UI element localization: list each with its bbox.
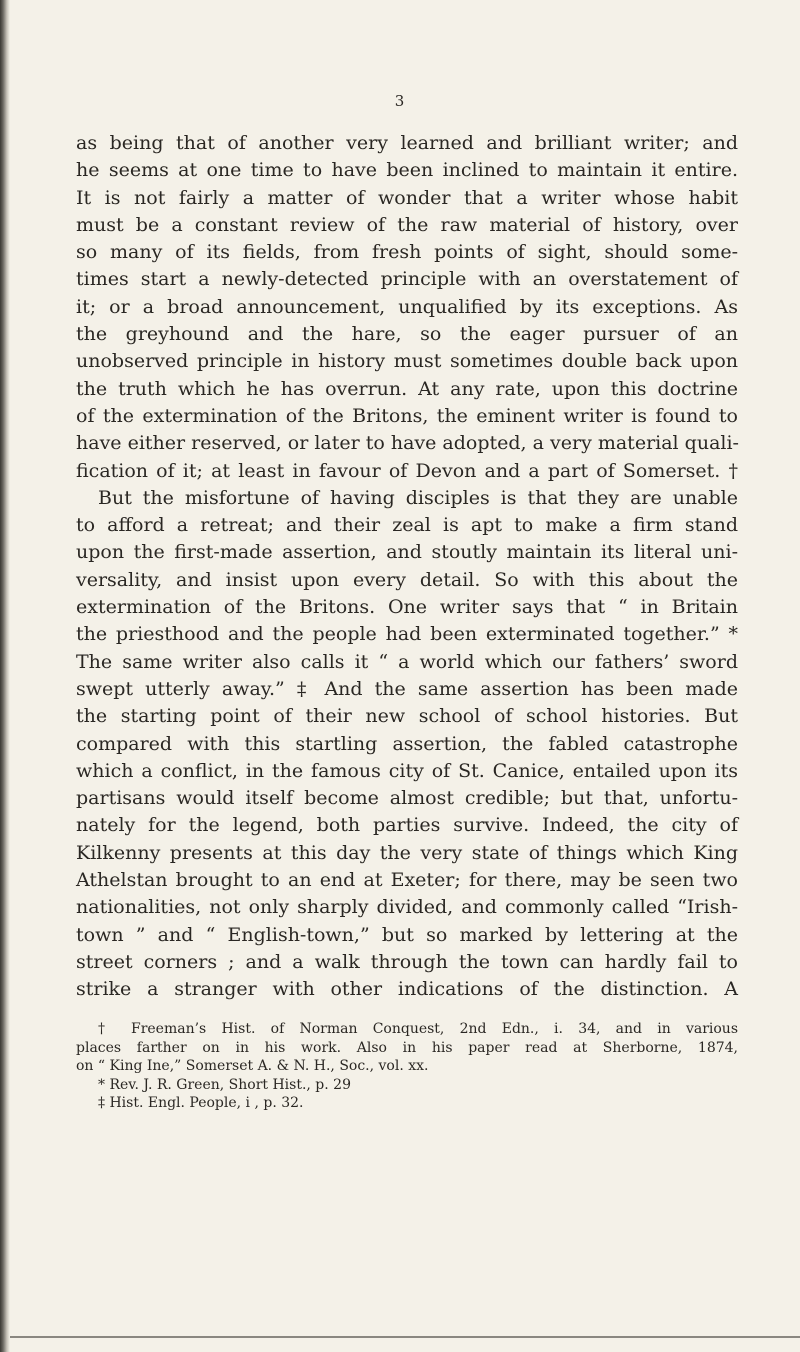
body-line: he seems at one time to have been inclined to maintain it entire. bbox=[76, 159, 738, 182]
body-line: times start a newly-detected principle with an overstatement of bbox=[76, 268, 738, 291]
body-line: versality, and insist upon every detail. So with this about the bbox=[76, 568, 738, 591]
body-line: to afford a retreat; and their zeal is apt to make a firm stand bbox=[76, 514, 738, 537]
footnote-asterisk: * Rev. J. R. Green, Short Hist., p. 29 bbox=[98, 1076, 351, 1093]
body-line: the priesthood and the people had been exterminated together.” * bbox=[76, 623, 738, 646]
body-line: street corners ; and a walk through the town can hardly fail to bbox=[76, 950, 738, 973]
body-line: which a conflict, in the famous city of St. Canice, entailed upon its bbox=[76, 759, 738, 782]
body-line: the truth which he has overrun. At any rate, upon this doctrine bbox=[76, 377, 738, 400]
body-line: have either reserved, or later to have adopted, a very material quali- bbox=[76, 432, 739, 455]
body-line: nately for the legend, both parties survive. Indeed, the city of bbox=[76, 814, 738, 837]
body-line: Athelstan brought to an end at Exeter; for there, may be seen two bbox=[76, 869, 738, 892]
body-line: fication of it; at least in favour of Devon and a part of Somerset. † bbox=[76, 459, 738, 482]
body-line: town ” and “ English-town,” but so marked by lettering at the bbox=[76, 923, 738, 946]
body-line: it; or a broad announcement, unqualified by its exceptions. As bbox=[76, 295, 738, 318]
body-line: compared with this startling assertion, the fabled catastrophe bbox=[76, 732, 738, 755]
body-line: partisans would itself become almost credible; but that, unfortu- bbox=[76, 787, 738, 810]
footnotes bbox=[76, 1020, 738, 1113]
body-line: swept utterly away.” ‡ And the same assertion has been made bbox=[76, 677, 738, 700]
body-line: so many of its fields, from fresh points of sight, should some- bbox=[76, 241, 738, 264]
body-line: as being that of another very learned and brilliant writer; and bbox=[76, 132, 738, 154]
footnote-line: on “ King Ine,” Somerset A. & N. H., Soc., vol. xx. bbox=[76, 1058, 429, 1074]
body-line: must be a constant review of the raw material of history, over bbox=[76, 213, 738, 236]
page-binding-edge bbox=[0, 0, 10, 1352]
body-line: upon the first-made assertion, and stoutly maintain its literal uni- bbox=[76, 541, 738, 564]
body-line: of the extermination of the Britons, the eminent writer is found to bbox=[76, 404, 738, 427]
footnote-double-dagger: ‡ Hist. Engl. People, i , p. 32. bbox=[98, 1095, 304, 1111]
page-number: 3 bbox=[394, 92, 406, 110]
body-line: the greyhound and the hare, so the eager pursuer of an bbox=[76, 323, 738, 346]
page-bottom-edge bbox=[10, 1336, 800, 1338]
body-line: unobserved principle in history must sometimes double back upon bbox=[76, 350, 738, 373]
body-line: extermination of the Britons. One writer says that “ in Britain bbox=[76, 596, 738, 619]
paragraph-start-line: But the misfortune of having disciples is that they are unable bbox=[98, 486, 738, 509]
body-line: nationalities, not only sharply divided, and commonly called “Irish- bbox=[76, 896, 738, 919]
footnote-line: places farther on in his work. Also in his paper read at Sherborne, 1874, bbox=[76, 1039, 738, 1056]
body-text bbox=[76, 130, 738, 1004]
footnote-dagger: † Freeman’s Hist. of Norman Conquest, 2nd Edn., i. 34, and in various bbox=[98, 1021, 738, 1037]
body-line: The same writer also calls it “ a world which our fathers’ sword bbox=[76, 650, 738, 673]
body-line: the starting point of their new school of school histories. But bbox=[76, 705, 738, 728]
body-line: Kilkenny presents at this day the very state of things which King bbox=[76, 841, 738, 864]
body-line: It is not fairly a matter of wonder that a writer whose habit bbox=[76, 186, 738, 209]
body-line: strike a stranger with other indications of the distinction. A bbox=[76, 978, 738, 1001]
